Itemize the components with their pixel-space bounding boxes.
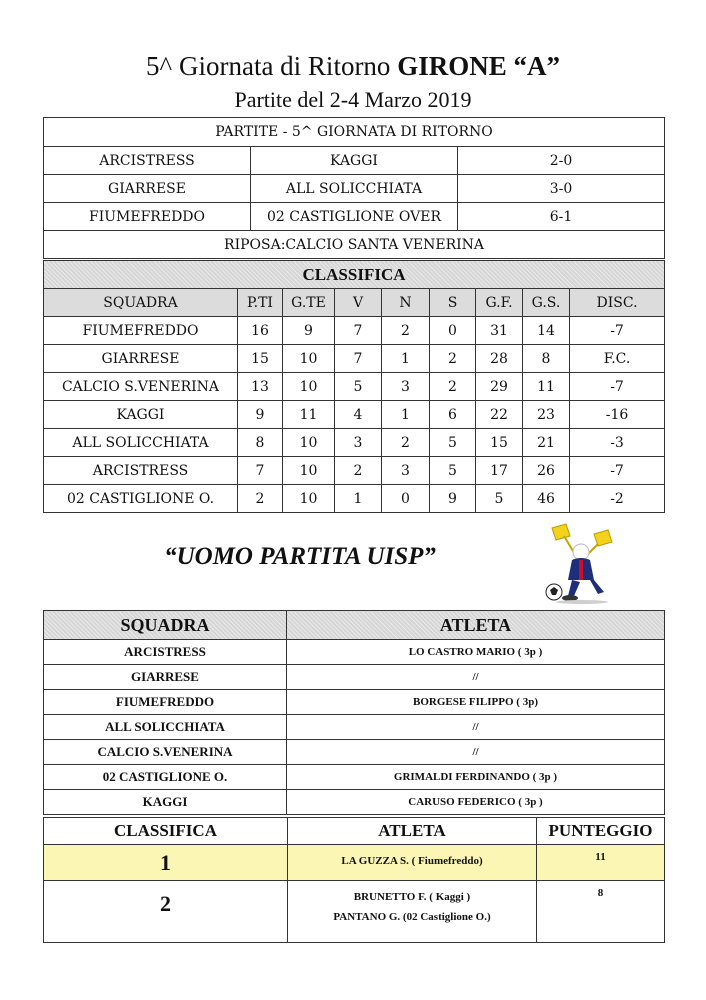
standings-gol-fatti: 5 xyxy=(476,485,523,513)
standings-table xyxy=(43,260,665,513)
rest-team: RIPOSA:CALCIO SANTA VENERINA xyxy=(44,231,665,259)
player-athlete: CARUSO FEDERICO ( 3p ) xyxy=(287,790,665,815)
match-row xyxy=(44,175,665,203)
player-row xyxy=(44,665,665,690)
page-title xyxy=(0,50,706,82)
ranking-row xyxy=(44,845,665,881)
standings-nulle: 2 xyxy=(382,429,430,457)
standings-vinte: 1 xyxy=(335,485,382,513)
standings-gol-subiti: 11 xyxy=(523,373,570,401)
match-home: FIUMEFREDDO xyxy=(44,203,251,231)
col-squadra: SQUADRA xyxy=(44,289,238,317)
player-team: FIUMEFREDDO xyxy=(44,690,287,715)
standings-gol-fatti: 17 xyxy=(476,457,523,485)
standings-giocate: 10 xyxy=(283,429,335,457)
standings-team-name: ALL SOLICCHIATA xyxy=(44,429,238,457)
standings-row xyxy=(44,317,665,345)
standings-vinte: 7 xyxy=(335,317,382,345)
matches-header: PARTITE - 5^ GIORNATA DI RITORNO xyxy=(44,118,665,147)
standings-gol-fatti: 28 xyxy=(476,345,523,373)
standings-sconfitte: 0 xyxy=(430,317,476,345)
standings-sconfitte: 2 xyxy=(430,373,476,401)
standings-nulle: 1 xyxy=(382,345,430,373)
standings-giocate: 10 xyxy=(283,345,335,373)
standings-punti: 2 xyxy=(238,485,283,513)
match-score: 6-1 xyxy=(458,203,665,231)
standings-gol-subiti: 8 xyxy=(523,345,570,373)
page-subtitle: Partite del 2-4 Marzo 2019 xyxy=(234,87,472,112)
standings-disciplina: -7 xyxy=(570,373,665,401)
ranking-points: 8 xyxy=(537,881,665,943)
match-away: KAGGI xyxy=(251,147,458,175)
standings-disciplina: -7 xyxy=(570,317,665,345)
col-sconfitte: S xyxy=(430,289,476,317)
standings-gol-subiti: 46 xyxy=(523,485,570,513)
standings-punti: 7 xyxy=(238,457,283,485)
standings-vinte: 4 xyxy=(335,401,382,429)
standings-row xyxy=(44,429,665,457)
standings-punti: 13 xyxy=(238,373,283,401)
player-team: GIARRESE xyxy=(44,665,287,690)
standings-row xyxy=(44,345,665,373)
standings-row xyxy=(44,485,665,513)
player-team: ALL SOLICCHIATA xyxy=(44,715,287,740)
standings-team-name: 02 CASTIGLIONE O. xyxy=(44,485,238,513)
col-gol-fatti: G.F. xyxy=(476,289,523,317)
page-title-group: GIRONE “A” xyxy=(397,51,560,81)
col-atleta: ATLETA xyxy=(288,818,537,845)
col-squadra: SQUADRA xyxy=(44,611,287,640)
standings-gol-subiti: 23 xyxy=(523,401,570,429)
player-team: CALCIO S.VENERINA xyxy=(44,740,287,765)
match-score: 3-0 xyxy=(458,175,665,203)
standings-team-name: FIUMEFREDDO xyxy=(44,317,238,345)
player-row xyxy=(44,765,665,790)
players-column-headers xyxy=(44,611,665,640)
standings-sconfitte: 5 xyxy=(430,429,476,457)
standings-team-name: ARCISTRESS xyxy=(44,457,238,485)
standings-punti: 16 xyxy=(238,317,283,345)
standings-giocate: 10 xyxy=(283,373,335,401)
standings-disciplina: -16 xyxy=(570,401,665,429)
standings-punti: 9 xyxy=(238,401,283,429)
standings-gol-fatti: 15 xyxy=(476,429,523,457)
col-punteggio: PUNTEGGIO xyxy=(537,818,665,845)
player-row xyxy=(44,690,665,715)
standings-sconfitte: 2 xyxy=(430,345,476,373)
standings-sconfitte: 9 xyxy=(430,485,476,513)
standings-vinte: 7 xyxy=(335,345,382,373)
col-vinte: V xyxy=(335,289,382,317)
ranking-athlete: PANTANO G. (02 Castiglione O.) xyxy=(333,911,491,923)
player-athlete: // xyxy=(287,740,665,765)
col-atleta: ATLETA xyxy=(287,611,665,640)
standings-gol-fatti: 29 xyxy=(476,373,523,401)
ranking-position: 2 xyxy=(44,881,288,943)
standings-nulle: 2 xyxy=(382,317,430,345)
standings-giocate: 9 xyxy=(283,317,335,345)
standings-nulle: 1 xyxy=(382,401,430,429)
standings-disciplina: F.C. xyxy=(570,345,665,373)
standings-gol-fatti: 31 xyxy=(476,317,523,345)
player-athlete: // xyxy=(287,715,665,740)
standings-gol-fatti: 22 xyxy=(476,401,523,429)
player-team: KAGGI xyxy=(44,790,287,815)
ranking-table xyxy=(43,817,665,943)
standings-row xyxy=(44,373,665,401)
player-row xyxy=(44,790,665,815)
ranking-points: 11 xyxy=(537,845,665,881)
standings-vinte: 5 xyxy=(335,373,382,401)
standings-body xyxy=(44,317,665,513)
standings-row xyxy=(44,401,665,429)
uomo-partita-title: “UOMO PARTITA UISP” xyxy=(164,543,436,570)
col-nulle: N xyxy=(382,289,430,317)
standings-sconfitte: 5 xyxy=(430,457,476,485)
match-home: GIARRESE xyxy=(44,175,251,203)
standings-giocate: 10 xyxy=(283,457,335,485)
soccer-player-mascot-icon xyxy=(536,522,626,604)
standings-disciplina: -7 xyxy=(570,457,665,485)
ranking-column-headers xyxy=(44,818,665,845)
player-row xyxy=(44,740,665,765)
match-row xyxy=(44,147,665,175)
col-punti: P.TI xyxy=(238,289,283,317)
standings-gol-subiti: 14 xyxy=(523,317,570,345)
standings-disciplina: -2 xyxy=(570,485,665,513)
standings-nulle: 3 xyxy=(382,373,430,401)
player-row xyxy=(44,640,665,665)
uomo-partita-table xyxy=(43,610,665,815)
standings-vinte: 2 xyxy=(335,457,382,485)
ranking-row xyxy=(44,881,665,943)
standings-punti: 15 xyxy=(238,345,283,373)
standings-giocate: 11 xyxy=(283,401,335,429)
match-away: 02 CASTIGLIONE OVER xyxy=(251,203,458,231)
player-athlete: // xyxy=(287,665,665,690)
standings-column-headers xyxy=(44,289,665,317)
matches-table xyxy=(43,117,665,259)
page-title-prefix: 5^ Giornata di Ritorno xyxy=(146,51,391,81)
match-away: ALL SOLICCHIATA xyxy=(251,175,458,203)
standings-nulle: 3 xyxy=(382,457,430,485)
players-body xyxy=(44,640,665,815)
ranking-athlete: BRUNETTO F. ( Kaggi ) xyxy=(353,891,471,903)
player-team: ARCISTRESS xyxy=(44,640,287,665)
player-athlete: BORGESE FILIPPO ( 3p) xyxy=(287,690,665,715)
standings-gol-subiti: 21 xyxy=(523,429,570,457)
standings-sconfitte: 6 xyxy=(430,401,476,429)
player-athlete: GRIMALDI FERDINANDO ( 3p ) xyxy=(287,765,665,790)
col-disciplina: DISC. xyxy=(570,289,665,317)
player-row xyxy=(44,715,665,740)
standings-punti: 8 xyxy=(238,429,283,457)
col-classifica: CLASSIFICA xyxy=(44,818,288,845)
ranking-athletes xyxy=(288,881,537,943)
match-home: ARCISTRESS xyxy=(44,147,251,175)
ranking-athlete: LA GUZZA S. ( Fiumefreddo) xyxy=(288,845,537,881)
match-score: 2-0 xyxy=(458,147,665,175)
col-gol-subiti: G.S. xyxy=(523,289,570,317)
standings-team-name: KAGGI xyxy=(44,401,238,429)
match-row xyxy=(44,203,665,231)
standings-team-name: CALCIO S.VENERINA xyxy=(44,373,238,401)
standings-team-name: GIARRESE xyxy=(44,345,238,373)
player-team: 02 CASTIGLIONE O. xyxy=(44,765,287,790)
standings-row xyxy=(44,457,665,485)
player-athlete: LO CASTRO MARIO ( 3p ) xyxy=(287,640,665,665)
standings-gol-subiti: 26 xyxy=(523,457,570,485)
standings-nulle: 0 xyxy=(382,485,430,513)
standings-giocate: 10 xyxy=(283,485,335,513)
ranking-position: 1 xyxy=(44,845,288,881)
standings-header: CLASSIFICA xyxy=(44,261,665,289)
standings-vinte: 3 xyxy=(335,429,382,457)
col-giocate: G.TE xyxy=(283,289,335,317)
standings-disciplina: -3 xyxy=(570,429,665,457)
